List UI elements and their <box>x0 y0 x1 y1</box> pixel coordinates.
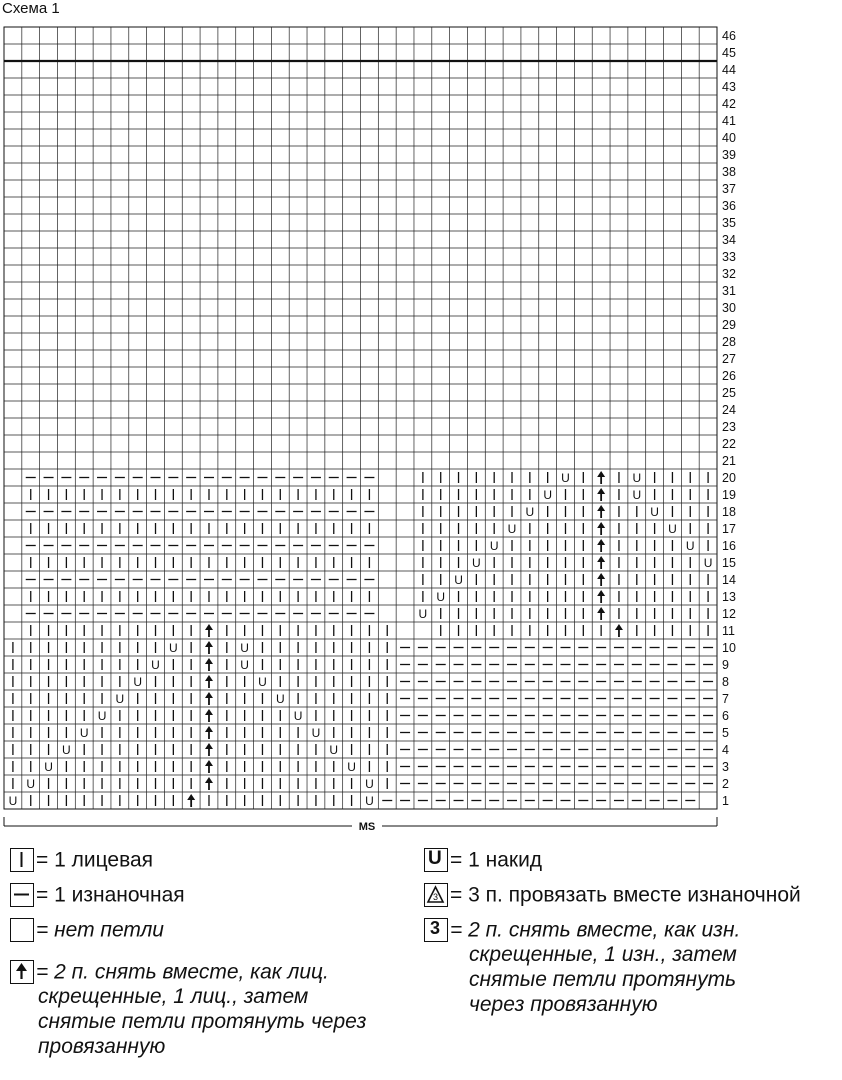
row-number: 29 <box>722 318 736 332</box>
legend-cdd-line4: провязанную <box>38 1035 166 1059</box>
row-number: 38 <box>722 165 736 179</box>
legend-purl <box>10 883 185 907</box>
purl-symbol-icon <box>10 883 34 907</box>
ms-label: MS <box>358 821 376 833</box>
legend-cdd-line2: скрещенные, 1 лиц., затем <box>38 985 309 1009</box>
cdd-stitch-head <box>597 488 605 494</box>
p3tog-symbol-icon <box>424 883 448 907</box>
legend-p-cdd <box>424 918 834 1017</box>
row-number: 26 <box>722 369 736 383</box>
yarn-over-stitch: U <box>293 709 303 723</box>
cdd-stitch-head <box>205 692 213 698</box>
row-number: 7 <box>722 692 729 706</box>
row-number: 9 <box>722 658 729 672</box>
cdd-stitch-head <box>205 624 213 630</box>
row-number: 11 <box>722 624 735 638</box>
legend-p3tog-text: = 3 п. провязать вместе изнаночной <box>450 883 801 907</box>
yarn-over-stitch: U <box>418 607 428 621</box>
cdd-stitch-head <box>205 675 213 681</box>
cdd-stitch-head <box>597 522 605 528</box>
cdd-stitch-head <box>597 573 605 579</box>
row-number: 1 <box>722 794 729 808</box>
yarn-over-stitch: U <box>26 777 36 791</box>
yarn-over-stitch: U <box>79 726 89 740</box>
cdd-stitch-head <box>205 726 213 732</box>
row-number: 4 <box>722 743 729 757</box>
row-number: 24 <box>722 403 736 417</box>
cdd-stitch-head <box>597 590 605 596</box>
row-number: 39 <box>722 148 736 162</box>
row-number: 15 <box>722 556 736 570</box>
yarn-over-stitch: U <box>44 760 53 774</box>
p-cdd-symbol-icon: 3 <box>424 918 448 942</box>
cdd-stitch-head <box>205 658 213 664</box>
yarn-over-symbol-icon: U <box>424 848 448 872</box>
row-number: 40 <box>722 131 736 145</box>
legend-cdd-line3: снятые петли протянуть через <box>38 1010 367 1034</box>
row-number: 28 <box>722 335 736 349</box>
row-number: 18 <box>722 505 736 519</box>
yarn-over-stitch: U <box>365 777 374 791</box>
legend-no-stitch <box>10 918 164 942</box>
row-number: 23 <box>722 420 736 434</box>
row-number: 30 <box>722 301 736 315</box>
row-numbers <box>722 29 736 808</box>
row-number: 10 <box>722 641 736 655</box>
cdd-stitch-head <box>205 641 213 647</box>
chart-title: Схема 1 <box>2 0 60 17</box>
legend-knit <box>10 848 153 872</box>
row-number: 37 <box>722 182 736 196</box>
legend-p-cdd-line4: через провязанную <box>469 993 658 1017</box>
row-number: 2 <box>722 777 729 791</box>
yarn-over-stitch: U <box>133 675 143 689</box>
yarn-over-stitch: U <box>365 794 374 808</box>
row-number: 34 <box>722 233 736 247</box>
legend-p3tog <box>424 883 801 907</box>
yarn-over-stitch: U <box>275 692 285 706</box>
legend-yo <box>424 848 542 872</box>
row-number: 19 <box>722 488 736 502</box>
yarn-over-stitch: U <box>489 539 499 553</box>
yarn-over-stitch: U <box>329 743 339 757</box>
row-number: 41 <box>722 114 736 128</box>
cdd-stitch-head <box>205 709 213 715</box>
cdd-stitch-head <box>597 539 605 545</box>
cdd-stitch-head <box>597 556 605 562</box>
row-number: 21 <box>722 454 736 468</box>
row-number: 31 <box>722 284 736 298</box>
yarn-over-stitch: U <box>632 471 642 485</box>
svg-text:3: 3 <box>432 892 439 903</box>
yarn-over-stitch: U <box>472 556 481 570</box>
legend-p-cdd-line3: снятые петли протянуть <box>469 968 737 992</box>
row-number: 14 <box>722 573 736 587</box>
row-number: 46 <box>722 29 736 43</box>
row-number: 6 <box>722 709 729 723</box>
chart-grid <box>4 27 717 809</box>
yarn-over-stitch: U <box>115 692 125 706</box>
yarn-over-stitch: U <box>258 675 267 689</box>
yarn-over-stitch: U <box>62 743 71 757</box>
repeat-bracket <box>4 817 717 833</box>
cdd-stitch-head <box>187 794 195 800</box>
yarn-over-stitch: U <box>561 471 570 485</box>
yarn-over-stitch: U <box>240 658 249 672</box>
yarn-over-stitch: U <box>311 726 321 740</box>
row-number: 16 <box>722 539 736 553</box>
legend-purl-text: = 1 изнаночная <box>36 883 185 907</box>
row-number: 8 <box>722 675 729 689</box>
yarn-over-stitch: U <box>240 641 249 655</box>
yarn-over-stitch: U <box>668 522 677 536</box>
row-number: 42 <box>722 97 736 111</box>
row-number: 20 <box>722 471 736 485</box>
no-stitch-symbol-icon <box>10 918 34 942</box>
cdd-stitch-head <box>597 607 605 613</box>
legend-knit-text: = 1 лицевая <box>36 848 154 872</box>
yarn-over-stitch: U <box>632 488 642 502</box>
yarn-over-stitch: U <box>436 590 446 604</box>
yarn-over-stitch: U <box>507 522 517 536</box>
arrow-up-symbol-icon <box>10 960 34 984</box>
yarn-over-stitch: U <box>347 760 356 774</box>
row-number: 5 <box>722 726 729 740</box>
cdd-stitch-head <box>205 777 213 783</box>
legend-no-stitch-text: = нет петли <box>36 918 164 942</box>
row-number: 36 <box>722 199 736 213</box>
legend-p-cdd-line2: скрещенные, 1 изн., затем <box>469 943 737 967</box>
legend-yo-text: = 1 накид <box>450 848 543 872</box>
legend-cdd <box>10 960 400 1059</box>
cdd-stitch-head <box>597 505 605 511</box>
yarn-over-stitch: U <box>97 709 107 723</box>
row-number: 3 <box>722 760 729 774</box>
cdd-stitch-head <box>597 471 605 477</box>
cdd-stitch-head <box>615 624 623 630</box>
row-number: 43 <box>722 80 736 94</box>
yarn-over-stitch: U <box>454 573 463 587</box>
yarn-over-stitch: U <box>650 505 659 519</box>
row-number: 33 <box>722 250 736 264</box>
yarn-over-stitch: U <box>151 658 160 672</box>
row-number: 35 <box>722 216 736 230</box>
row-number: 44 <box>722 63 736 77</box>
knit-symbol-icon <box>10 848 34 872</box>
row-number: 27 <box>722 352 736 366</box>
row-number: 25 <box>722 386 736 400</box>
row-number: 45 <box>722 46 736 60</box>
legend-cdd-line1: = 2 п. снять вместе, как лиц. <box>36 960 329 984</box>
cdd-stitch-head <box>205 743 213 749</box>
yarn-over-stitch: U <box>525 505 535 519</box>
row-number: 12 <box>722 607 736 621</box>
row-number: 17 <box>722 522 736 536</box>
yarn-over-stitch: U <box>169 641 178 655</box>
yarn-over-stitch: U <box>703 556 713 570</box>
yarn-over-stitch: U <box>543 488 552 502</box>
cdd-stitch-head <box>205 760 213 766</box>
yarn-over-stitch: U <box>685 539 695 553</box>
row-number: 22 <box>722 437 736 451</box>
yarn-over-stitch: U <box>8 794 18 808</box>
row-number: 32 <box>722 267 736 281</box>
legend-p-cdd-line1: = 2 п. снять вместе, как изн. <box>450 918 741 942</box>
row-number: 13 <box>722 590 736 604</box>
